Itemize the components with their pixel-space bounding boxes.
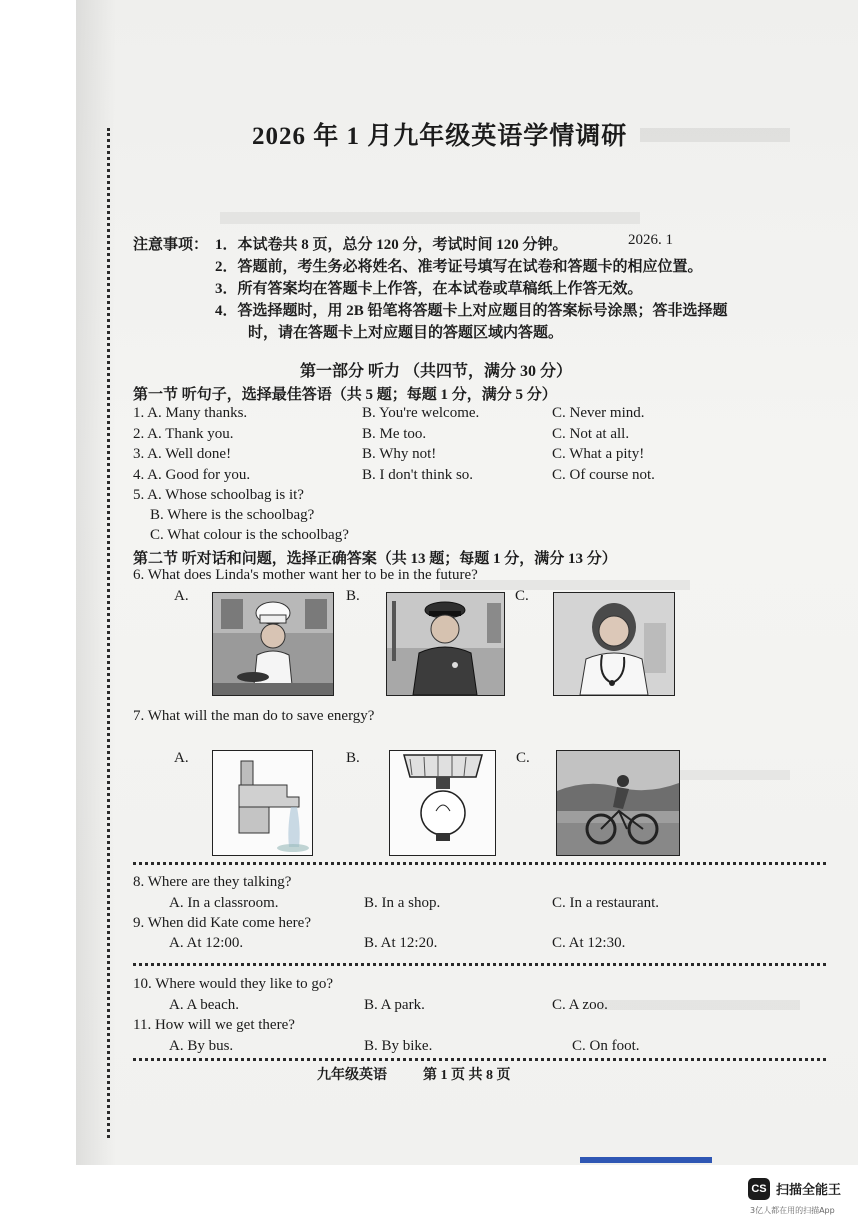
question-option: A. By bus. [169,1038,234,1054]
light-bulb-image [389,750,496,856]
question-text: 11. How will we get there? [133,1017,295,1033]
question-option: 5. A. Whose schoolbag is it? [133,487,304,503]
question-option: C. What a pity! [552,446,645,462]
section-title: 第二节 听对话和问题，选择正确答案（共 13 题；每题 1 分，满分 13 分） [133,551,617,567]
bleed-through-mark [600,1000,800,1010]
question-option: A. In a classroom. [169,895,279,911]
question-option: B. Why not! [362,446,437,462]
notes-label: 注意事项： [133,237,209,253]
part-title: 第一部分 听力 （共四节，满分 30 分） [300,363,573,380]
question-option: C. Of course not. [552,467,655,483]
question-text: 7. What will the man do to save energy? [133,708,375,724]
footer-page-number: 第 1 页 共 8 页 [423,1068,511,1083]
dotted-separator [133,862,826,865]
question-option: B. Me too. [362,426,427,442]
question-option: 1. A. Many thanks. [133,405,248,421]
question-option: A. At 12:00. [169,935,244,951]
question-option: B. I don't think so. [362,467,474,483]
binding-dotted-line [107,128,110,1138]
option-label: C. [515,588,529,604]
note-item: 3．所有答案均在答题卡上作答，在本试卷或草稿纸上作答无效。 [215,281,643,297]
question-option: C. In a restaurant. [552,895,660,911]
question-text: 6. What does Linda's mother want her to be in the future? [133,567,478,583]
question-option: 2. A. Thank you. [133,426,234,442]
question-option: C. Not at all. [552,426,630,442]
question-option: C. What colour is the schoolbag? [150,527,349,543]
app-tagline: 3亿人都在用的扫描App [750,1206,835,1215]
water-tap-image [212,750,313,856]
police-officer-image [386,592,505,696]
note-item: 2．答题前，考生务必将姓名、准考证号填写在试卷和答题卡的相应位置。 [215,259,703,275]
exam-title: 2026 年 1 月九年级英语学情调研 [252,123,628,150]
option-label: A. [174,750,189,766]
option-label: A. [174,588,189,604]
question-option: C. On foot. [572,1038,640,1054]
question-option: B. You're welcome. [362,405,480,421]
question-option: 4. A. Good for you. [133,467,251,483]
question-option: B. In a shop. [364,895,441,911]
note-item: 1．本试卷共 8 页，总分 120 分，考试时间 120 分钟。 [215,237,568,253]
app-name: 扫描全能王 [776,1183,842,1198]
paper-edge-shadow [76,0,116,1165]
doctor-image [553,592,675,696]
question-text: 8. Where are they talking? [133,874,292,890]
question-option: B. At 12:20. [364,935,438,951]
chef-image [212,592,334,696]
option-label: B. [346,750,360,766]
question-option: 3. A. Well done! [133,446,232,462]
question-option: B. Where is the schoolbag? [150,507,315,523]
option-label: B. [346,588,360,604]
note-item: 4．答选择题时，用 2B 铅笔将答题卡上对应题目的答案标号涂黑；答非选择题 [215,303,728,319]
cycling-image [556,750,680,856]
question-option: B. A park. [364,997,425,1013]
bleed-through-mark [220,212,640,224]
app-accent-bar [580,1157,712,1163]
question-option: B. By bike. [364,1038,433,1054]
bleed-through-mark [640,128,790,142]
question-option: C. Never mind. [552,405,645,421]
footer-subject: 九年级英语 [317,1068,387,1083]
question-text: 9. When did Kate come here? [133,915,311,931]
question-option: C. At 12:30. [552,935,626,951]
dotted-separator [133,1058,826,1061]
section-title: 第一节 听句子，选择最佳答语（共 5 题；每题 1 分，满分 5 分） [133,387,557,403]
option-label: C. [516,750,530,766]
note-item: 时，请在答题卡上对应题目的答题区域内答题。 [248,325,564,341]
question-text: 10. Where would they like to go? [133,976,334,992]
question-option: A. A beach. [169,997,239,1013]
exam-date: 2026. 1 [628,232,673,248]
camscanner-logo-icon: CS [748,1178,770,1200]
dotted-separator [133,963,826,966]
question-option: C. A zoo. [552,997,608,1013]
